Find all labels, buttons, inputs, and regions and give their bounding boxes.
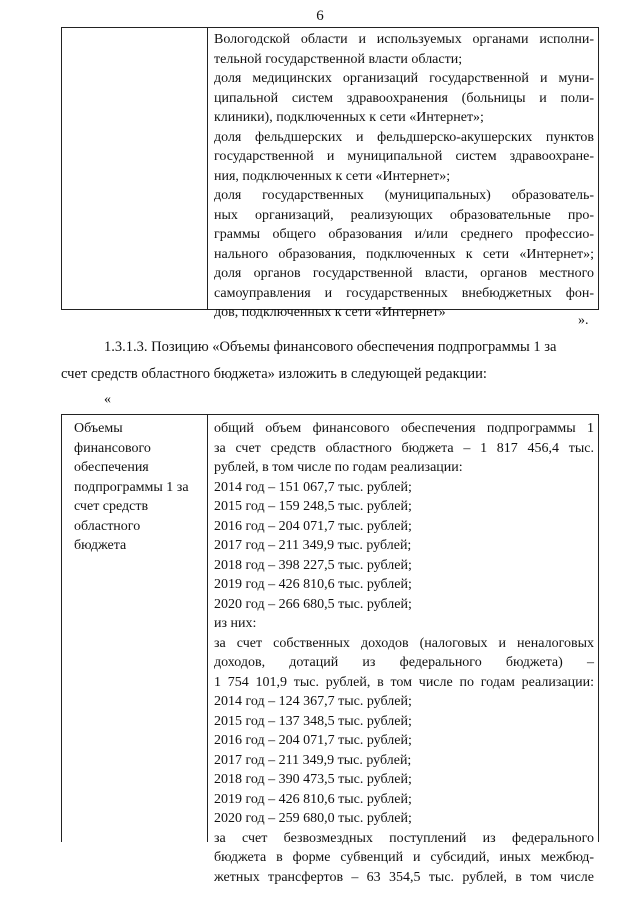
cell-line: 2014 год – 151 067,7 тыс. рублей; (214, 479, 412, 495)
cell-line: бюджета в форме субвенций и субсидий, иных межбюд- (214, 850, 594, 865)
column-divider (207, 415, 208, 842)
cell-line: 2020 год – 266 680,5 тыс. рублей; (214, 596, 412, 612)
financing-table (61, 414, 599, 885)
cell-line: 2017 год – 211 349,9 тыс. рублей; (214, 538, 412, 553)
cell-line: 2018 год – 398 227,5 тыс. рублей; (214, 557, 412, 573)
cell-line: 2016 год – 204 071,7 тыс. рублей; (214, 733, 412, 748)
label-line: счет средств (74, 499, 149, 514)
indicators-cell (214, 30, 594, 323)
cell-line: 2016 год – 204 071,7 тыс. рублей; (214, 518, 412, 534)
label-line: областного (74, 518, 141, 534)
cell-line: доля фельдшерских и фельдшерско-акушерских пунктов (214, 129, 594, 145)
label-line: финансового (74, 440, 151, 456)
indicators-table (61, 27, 599, 320)
cell-line: тельной государственной власти области; (214, 51, 463, 67)
paragraph-line: счет средств областного бюджета» изложить в следующей редакции: (61, 366, 487, 382)
cell-line: самоуправления и государственных внебюджетных фон- (214, 285, 594, 301)
page-number: 6 (316, 8, 324, 24)
cell-line: 2017 год – 211 349,9 тыс. рублей; (214, 752, 412, 768)
cell-line: клиники), подключенных к сети «Интернет»; (214, 110, 484, 125)
cell-line: общий объем финансового обеспечения подпрограммы 1 (214, 421, 594, 436)
cell-line: 2019 год – 426 810,6 тыс. рублей; (214, 577, 412, 592)
cell-line: за счет безвозмездных поступлений из федерального (214, 830, 594, 846)
position-label-cell (74, 419, 206, 556)
cell-line: из них: (214, 616, 257, 631)
opening-quote: « (104, 392, 111, 407)
financing-details-cell (214, 419, 594, 887)
label-line: бюджета (74, 538, 127, 553)
column-divider (207, 28, 208, 309)
cell-line: за счет собственных доходов (налоговых и неналоговых (214, 635, 594, 651)
label-line: обеспечения (74, 460, 149, 475)
cell-line: 2020 год – 259 680,0 тыс. рублей; (214, 811, 412, 826)
cell-line: рублей, в том числе по годам реализации: (214, 460, 463, 475)
cell-line: жетных трансфертов – 63 354,5 тыс. рублей, в том числе (214, 869, 594, 885)
cell-line: государственной и муниципальной систем здравоохране- (214, 149, 594, 164)
cell-line: 2018 год – 390 473,5 тыс. рублей; (214, 772, 412, 787)
label-line: Объемы (74, 421, 123, 436)
cell-line: ных организаций, реализующих образовательные про- (214, 207, 594, 223)
cell-line: дов, подключенных к сети «Интернет» (214, 305, 446, 320)
cell-line: за счет средств областного бюджета – 1 817 456,4 тыс. (214, 440, 594, 456)
cell-line: ципальной систем здравоохранения (больницы и поли- (214, 90, 594, 106)
cell-line: 2015 год – 137 348,5 тыс. рублей; (214, 713, 412, 729)
cell-line: 1 754 101,9 тыс. рублей, в том числе по годам реализации: (214, 674, 594, 690)
cell-line: Вологодской области и используемых органами исполни- (214, 32, 594, 47)
cell-line: доходов, дотаций из федерального бюджета) – (214, 655, 594, 670)
cell-line: доля медицинских организаций государственной и муни- (214, 71, 594, 86)
cell-line: ния, подключенных к сети «Интернет»; (214, 168, 451, 184)
cell-line: 2019 год – 426 810,6 тыс. рублей; (214, 791, 412, 807)
cell-line: доля органов государственной власти, органов местного (214, 266, 594, 281)
cell-line: граммы общего образования и/или среднего профессио- (214, 227, 594, 242)
paragraph-line: 1.3.1.3. Позицию «Объемы финансового обеспечения подпрограммы 1 за (104, 339, 557, 355)
cell-line: 2014 год – 124 367,7 тыс. рублей; (214, 694, 412, 709)
closing-quote: ». (578, 313, 589, 328)
cell-line: 2015 год – 159 248,5 тыс. рублей; (214, 499, 412, 514)
cell-line: нального образования, подключенных к сети «Интернет»; (214, 246, 594, 262)
cell-line: доля государственных (муниципальных) образователь- (214, 188, 594, 203)
label-line: подпрограммы 1 за (74, 479, 189, 495)
